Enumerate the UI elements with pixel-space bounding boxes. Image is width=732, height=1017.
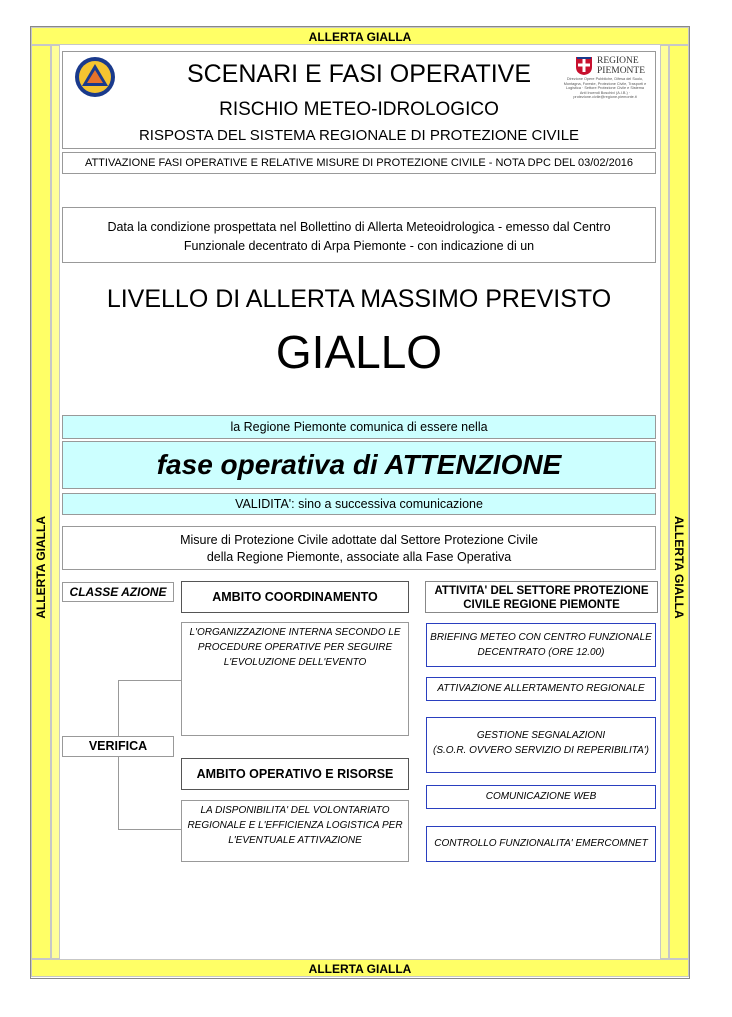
alert-level-title: LIVELLO DI ALLERTA MASSIMO PREVISTO — [106, 285, 612, 313]
measures-box — [62, 526, 656, 570]
right-inner-strip — [660, 45, 669, 959]
document-title: SCENARI E FASI OPERATIVE — [186, 60, 532, 88]
operational-text-box: LA DISPONIBILITA' DEL VOLONTARIATO REGIONALE E L'EFFICIENZA LOGISTICA PER L'EVENTUALE ATTIVAZIONE — [181, 800, 409, 862]
coordination-header: AMBITO COORDINAMENTO — [181, 581, 409, 613]
alert-level-value: GIALLO — [275, 326, 443, 378]
activity-web-communication: COMUNICAZIONE WEB — [426, 785, 656, 809]
bottom-alert-banner: ALLERTA GIALLA — [31, 959, 689, 977]
reference-note: ATTIVAZIONE FASI OPERATIVE E RELATIVE MISURE DI PROTEZIONE CIVILE - NOTA DPC DEL 03/02/2016 — [62, 152, 656, 174]
left-inner-strip — [51, 45, 60, 959]
activity-alert-activation: ATTIVAZIONE ALLERTAMENTO REGIONALE — [426, 677, 656, 701]
regione-department-text: Direzione Opere Pubbliche, Difesa del Suolo, Montagna, Foreste, Protezione Civile, Trasporti e Logistica · Settore Protezione Civile e Sistema Anti Incendi Boschivi (A.I.B.) · protezione.civile@regione.piemonte.it — [563, 77, 647, 100]
phase-communication: la Regione Piemonte comunica di essere nella — [62, 415, 656, 439]
connector-line-top — [118, 680, 181, 736]
measures-line-1: Misure di Protezione Civile adottate dal Settore Protezione Civile — [180, 533, 538, 547]
connector-line-bottom — [118, 757, 181, 830]
right-alert-banner — [669, 45, 689, 959]
operational-phase: fase operativa di ATTENZIONE — [62, 441, 656, 489]
activity-briefing: BRIEFING METEO CON CENTRO FUNZIONALE DECENTRATO (ORE 12.00) — [426, 623, 656, 667]
intro-line-2: Funzionale decentrato di Arpa Piemonte - con indicazione di un — [183, 239, 535, 253]
regione-name: REGIONE PIEMONTE — [597, 56, 646, 76]
document-subtitle: RISCHIO METEO-IDROLOGICO — [219, 99, 499, 120]
right-alert-label: ALLERTA GIALLA — [672, 516, 686, 619]
coordination-text-box: L'ORGANIZZAZIONE INTERNA SECONDO LE PROCEDURE OPERATIVE PER SEGUIRE L'EVOLUZIONE DELL'EVENTO — [181, 622, 409, 736]
left-alert-label: ALLERTA GIALLA — [34, 516, 48, 619]
top-alert-banner: ALLERTA GIALLA — [31, 27, 689, 45]
activities-header: ATTIVITA' DEL SETTORE PROTEZIONE CIVILE REGIONE PIEMONTE — [425, 581, 658, 613]
left-alert-banner — [31, 45, 51, 959]
measures-line-2: della Regione Piemonte, associate alla Fase Operativa — [206, 550, 512, 564]
system-title: RISPOSTA DEL SISTEMA REGIONALE DI PROTEZIONE CIVILE — [138, 127, 580, 144]
operational-header: AMBITO OPERATIVO E RISORSE — [181, 758, 409, 790]
intro-box — [62, 207, 656, 263]
class-action-header: CLASSE AZIONE — [62, 582, 174, 602]
activity-emercomnet-check: CONTROLLO FUNZIONALITA' EMERCOMNET — [426, 826, 656, 862]
intro-line-1: Data la condizione prospettata nel Bollettino di Allerta Meteoidrologica - emesso dal Centro — [107, 220, 611, 234]
activity-reports: GESTIONE SEGNALAZIONI (S.O.R. OVVERO SERVIZIO DI REPERIBILITA') — [426, 717, 656, 773]
phase-validity: VALIDITA': sino a successiva comunicazione — [62, 493, 656, 515]
regione-piemonte-shield-icon — [574, 56, 594, 76]
action-class-verifica: VERIFICA — [62, 736, 174, 757]
